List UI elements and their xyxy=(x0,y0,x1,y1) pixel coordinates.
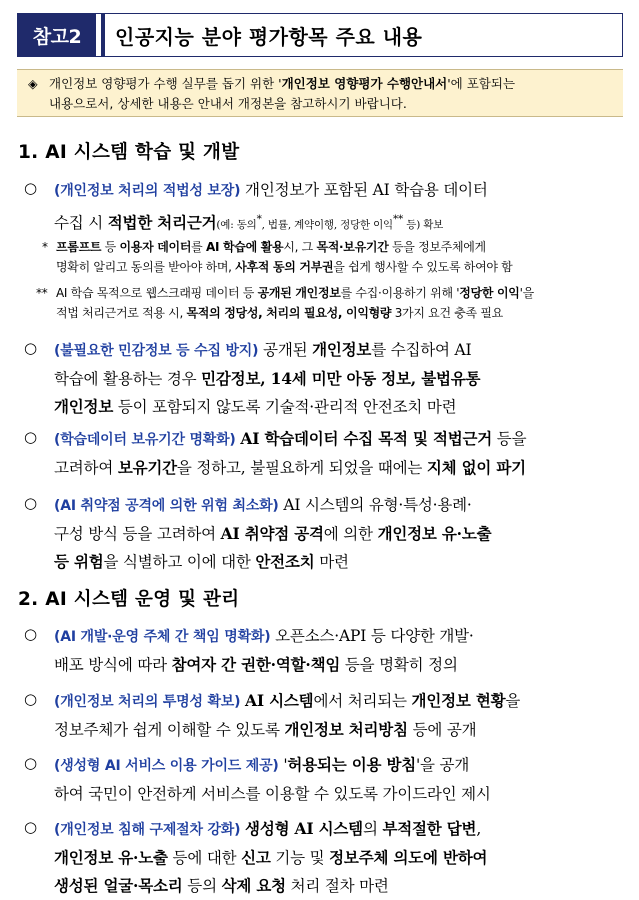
section-1-title: 1. AI 시스템 학습 및 개발 xyxy=(18,142,240,163)
section-1-item-3: ○ (학습데이터 보유기간 명확화) AI 학습데이터 수집 목적 및 적법근거 등을 고려하여 보유기간을 정하고, 불필요하게 되었을 때에는 지체 없이 파기 xyxy=(24,428,527,477)
section-2-title: 2. AI 시스템 운영 및 관리 xyxy=(18,589,240,610)
section-2-item-2: ○ (개인정보 처리의 투명성 확보) AI 시스템에서 처리되는 개인정보 현황을 정보주체가 쉽게 이해할 수 있도록 개인정보 처리방침 등에 공개 xyxy=(24,690,521,739)
circle-bullet-icon: ○ xyxy=(24,754,38,772)
item-label: (불필요한 민감정보 등 수집 방지) xyxy=(54,343,259,359)
circle-bullet-icon: ○ xyxy=(24,179,38,197)
section-1-item-2: ○ (불필요한 민감정보 등 수집 방지) 공개된 개인정보를 수집하여 AI 학습에 활용하는 경우 민감정보, 14세 미만 아동 정보, 불법유통 개인정보 등이 포함되지 않도록 기술적·관리적 안전조치 마련 xyxy=(24,339,481,416)
section-2-item-1: ○ (AI 개발·운영 주체 간 책임 명확화) 오픈소스·API 등 다양한 개발· 배포 방식에 따라 참여자 간 권한·역할·책임 등을 명확히 정의 xyxy=(24,625,474,674)
section-2-item-3: ○ (생성형 AI 서비스 이용 가이드 제공) '허용되는 이용 방침'을 공개 하여 국민이 안전하게 서비스를 이용할 수 있도록 가이드라인 제시 xyxy=(24,754,491,803)
section-2-item-4: ○ (개인정보 침해 구제절차 강화) 생성형 AI 시스템의 부적절한 답변, 개인정보 유·노출 등에 대한 신고 기능 및 정보주체 의도에 반하여 생성된 얼굴·목소리 등의 삭제 요청 처리 절차 마련 xyxy=(24,818,488,895)
footnote-2: ** AI 학습 목적으로 웹스크래핑 데이터 등 공개된 개인정보를 수집·이용하기 위해 '정당한 이익'을 적법 처리근거로 적용 시, 목적의 정당성, 처리의 필요성, 이익형량 3가지 요건 충족 필요 xyxy=(36,286,534,320)
circle-bullet-icon: ○ xyxy=(24,625,38,643)
section-1-item-4: ○ (AI 취약점 공격에 의한 위험 최소화) AI 시스템의 유형·특성·용례· 구성 방식 등을 고려하여 AI 취약점 공격에 의한 개인정보 유·노출 등 위험을 식별하고 이에 대한 안전조치 마련 xyxy=(24,494,492,571)
notice-line-1: 개인정보 영향평가 수행 실무를 돕기 위한 '개인정보 영향평가 수행안내서'에 포함되는 xyxy=(49,76,516,91)
header-bar xyxy=(17,13,623,57)
notice-line-2: 내용으로서, 상세한 내용은 안내서 개정본을 참고하시기 바랍니다. xyxy=(49,96,407,111)
circle-bullet-icon: ○ xyxy=(24,818,38,836)
item-label: (개인정보 처리의 적법성 보장) xyxy=(54,183,241,199)
section-1-item-1: ○ (개인정보 처리의 적법성 보장) 개인정보가 포함된 AI 학습용 데이터 수집 시 적법한 처리근거(예: 동의*, 법률, 계약이행, 정당한 이익** 등) 확보 xyxy=(24,179,488,233)
page-title: 인공지능 분야 평가항목 주요 내용 xyxy=(96,14,622,56)
footnote-1: * 프롬프트 등 이용자 데이터를 AI 학습에 활용시, 그 목적·보유기간 등을 정보주체에게 명확히 알리고 동의를 받아야 하며, 사후적 동의 거부권을 쉽게 행사할 수 있도록 하여야 함 xyxy=(42,240,513,274)
item-label: (AI 개발·운영 주체 간 책임 명확화) xyxy=(54,629,271,645)
notice-box xyxy=(17,69,623,117)
item-label: (개인정보 침해 구제절차 강화) xyxy=(54,822,241,838)
item-label: (개인정보 처리의 투명성 확보) xyxy=(54,694,241,710)
circle-bullet-icon: ○ xyxy=(24,690,38,708)
diamond-icon: ◈ xyxy=(28,76,38,91)
reference-tag: 참고2 xyxy=(18,14,96,56)
item-label: (생성형 AI 서비스 이용 가이드 제공) xyxy=(54,758,279,774)
item-label: (AI 취약점 공격에 의한 위험 최소화) xyxy=(54,498,279,514)
circle-bullet-icon: ○ xyxy=(24,428,38,446)
circle-bullet-icon: ○ xyxy=(24,494,38,512)
item-label: (학습데이터 보유기간 명확화) xyxy=(54,432,236,448)
circle-bullet-icon: ○ xyxy=(24,339,38,357)
